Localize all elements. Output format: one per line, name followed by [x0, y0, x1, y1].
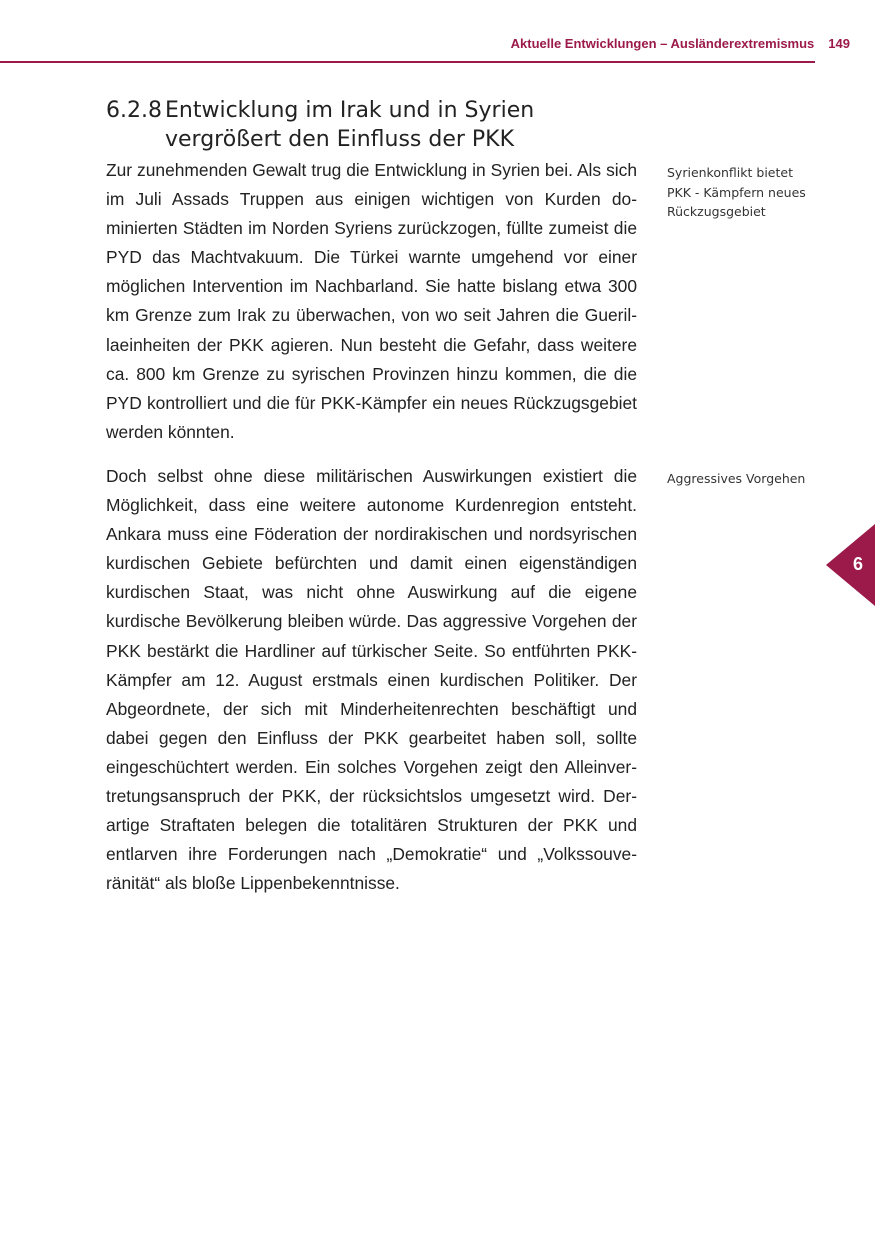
section-number: 6.2.8 — [106, 98, 162, 123]
header-rule — [0, 61, 815, 63]
body-paragraph-2: Doch selbst ohne diese militärischen Auswirkungen existiert die Möglichkeit, dass eine weitere autonome Kurdenregion entsteht. Ankara muss eine Föderation der nordirakischen und nordsyrischen kurdischen Gebiete befürchten und damit einen eigenständigen kurdischen Staat, was nicht ohne Auswirkung auf die eigene kurdische Bevölkerung bleiben würde. Das aggressive Vorgehen der PKK bestärkt die Hardliner auf türkischer Seite. So entführten PKK-Kämpfer am 12. August erstmals einen kurdischen Politiker. Der Abgeordnete, der sich mit Minderheitenrechten beschäftigt und dabei gegen den Einfluss der PKK gearbeitet haben soll, sollte eingeschüchtert werden. Ein solches Vorgehen zeigt den Alleinvertretungsanspruch der PKK, der rücksichtslos umgesetzt wird. Derartige Straftaten belegen die totalitären Strukturen der PKK und entlarven ihre Forderungen nach „Demokratie“ und „Volkssouveränität“ als bloße Lippenbekenntnisse. — [106, 466, 637, 894]
margin-note-aggressives-vorgehen: Aggressives Vorgehen — [667, 471, 806, 486]
page-number: 149 — [828, 36, 850, 51]
section-title-line-2: vergrößert den Einfluss der PKK — [165, 127, 515, 152]
chapter-tab — [826, 524, 875, 606]
section-title-line-1: Entwicklung im Irak und in Syrien — [165, 98, 535, 123]
running-header — [0, 36, 850, 51]
running-title: Aktuelle Entwicklungen – Ausländerextremismus — [510, 36, 815, 51]
margin-note-syrienkonflikt: Syrienkonflikt bietet PKK - Kämpfern neues Rückzugsgebiet — [667, 165, 806, 219]
chapter-number: 6 — [852, 554, 863, 574]
body-paragraph-1: Zur zunehmenden Gewalt trug die Entwicklung in Syrien bei. Als sich im Juli Assads Truppen aus einigen wichtigen von Kurden dominierten Städten im Norden Syriens zurückzogen, füllte zumeist die PYD das Machtvakuum. Die Türkei warnte umgehend vor einer möglichen Intervention im Nachbarland. Sie hatte bislang etwa 300 km Grenze zum Irak zu überwachen, von wo seit Jahren die Guerillaeinheiten der PKK agieren. Nun besteht die Gefahr, dass weitere ca. 800 km Grenze zu syrischen Provinzen hinzu kommen, die die PYD kontrolliert und die für PKK-Kämpfer ein neues Rückzugsgebiet werden könnten. — [106, 160, 637, 442]
section-heading — [106, 96, 646, 154]
